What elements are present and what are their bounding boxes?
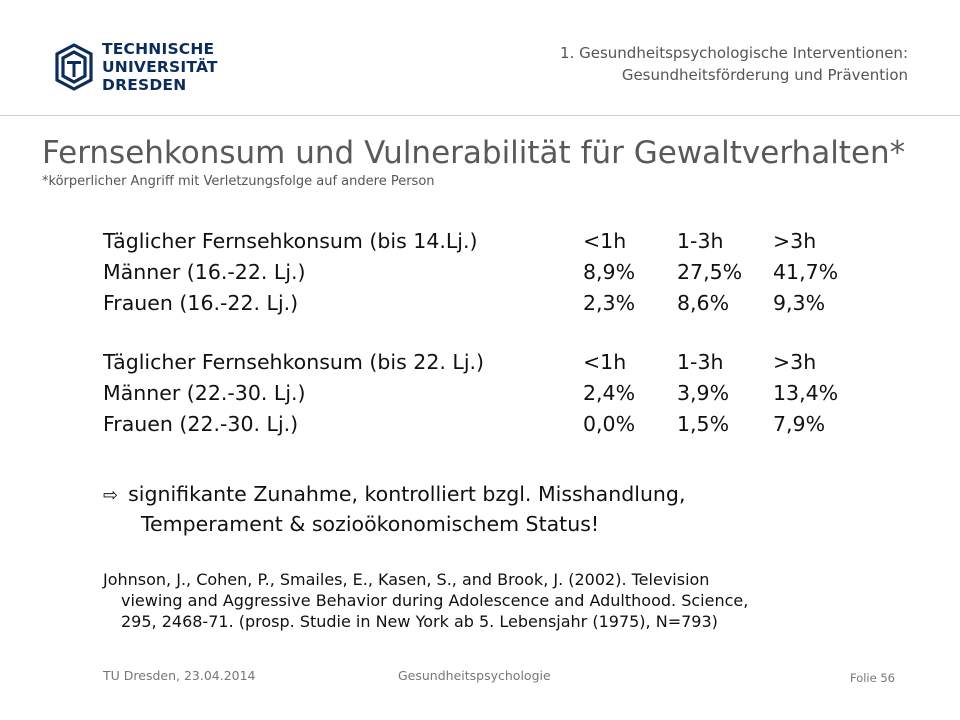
conclusion-bullet — [103, 480, 883, 538]
logo-line-3: DRESDEN — [102, 76, 187, 94]
arrow-right-icon: ⇨ — [103, 485, 119, 506]
slide-number-value: 56 — [880, 671, 895, 685]
row-label: Frauen (22.-30. Lj.) — [103, 412, 299, 436]
table-cell: 2,3% — [583, 291, 636, 315]
table-header-label: Täglicher Fernsehkonsum (bis 22. Lj.) — [103, 350, 485, 374]
row-label: Männer (22.-30. Lj.) — [103, 381, 306, 405]
citation-line-2: viewing and Aggressive Behavior during Adolescence and Adulthood. Science, — [121, 591, 749, 610]
table-header-cell: 1-3h — [677, 229, 724, 253]
table-header-cell: >3h — [773, 229, 817, 253]
footer-date: TU Dresden, 23.04.2014 — [103, 668, 256, 683]
table-cell: 8,6% — [677, 291, 730, 315]
table-cell: 3,9% — [677, 381, 730, 405]
conclusion-text-1: signifikante Zunahme, kontrolliert bzgl. Misshandlung, — [128, 482, 686, 506]
slide-subtitle: *körperlicher Angriff mit Verletzungsfolge auf andere Person — [42, 174, 435, 189]
table-header-cell: <1h — [583, 350, 627, 374]
citation-line-1: Johnson, J., Cohen, P., Smailes, E., Kasen, S., and Brook, J. (2002). Television — [103, 570, 710, 589]
row-label: Frauen (16.-22. Lj.) — [103, 291, 299, 315]
conclusion-text-2: Temperament & sozioökonomischem Status! — [141, 512, 600, 536]
slide-title: Fernsehkonsum und Vulnerabilität für Gewaltverhalten* — [42, 135, 906, 171]
table-row — [103, 257, 903, 288]
table-row — [103, 409, 903, 440]
citation — [103, 569, 893, 632]
table-header-cell: >3h — [773, 350, 817, 374]
tu-dresden-logo — [52, 40, 222, 100]
table-cell: 7,9% — [773, 412, 826, 436]
table-cell: 27,5% — [677, 260, 743, 284]
table-header-cell: <1h — [583, 229, 627, 253]
table-row — [103, 288, 903, 319]
logo-line-2: UNIVERSITÄT — [102, 58, 218, 76]
header-topic-line-2: Gesundheitsförderung und Prävention — [621, 66, 908, 84]
table-cell: 8,9% — [583, 260, 636, 284]
slide-number — [850, 671, 895, 685]
citation-line-3: 295, 2468-71. (prosp. Studie in New York ab 5. Lebensjahr (1975), N=793) — [121, 612, 718, 631]
table-cell: 41,7% — [773, 260, 839, 284]
table2-header-row — [103, 347, 903, 378]
logo-wordmark — [102, 40, 218, 94]
table-row — [103, 378, 903, 409]
header-divider — [0, 115, 960, 116]
table-spacer — [103, 319, 903, 347]
table-cell: 13,4% — [773, 381, 839, 405]
table-header-label: Täglicher Fernsehkonsum (bis 14.Lj.) — [103, 229, 478, 253]
table-header-cell: 1-3h — [677, 350, 724, 374]
table-cell: 1,5% — [677, 412, 730, 436]
table-cell: 2,4% — [583, 381, 636, 405]
row-label: Männer (16.-22. Lj.) — [103, 260, 306, 284]
table1-header-row — [103, 226, 903, 257]
footer-course: Gesundheitspsychologie — [398, 668, 551, 683]
logo-line-1: TECHNISCHE — [102, 40, 215, 58]
slide-number-label: Folie — [849, 671, 877, 685]
table-cell: 0,0% — [583, 412, 636, 436]
table-cell: 9,3% — [773, 291, 826, 315]
conclusion-line-1 — [103, 480, 883, 510]
tu-dresden-emblem-icon — [52, 42, 96, 92]
header-topic — [560, 42, 908, 86]
header-topic-line-1: 1. Gesundheitspsychologische Interventionen: — [560, 44, 908, 62]
tv-consumption-table — [103, 226, 903, 440]
